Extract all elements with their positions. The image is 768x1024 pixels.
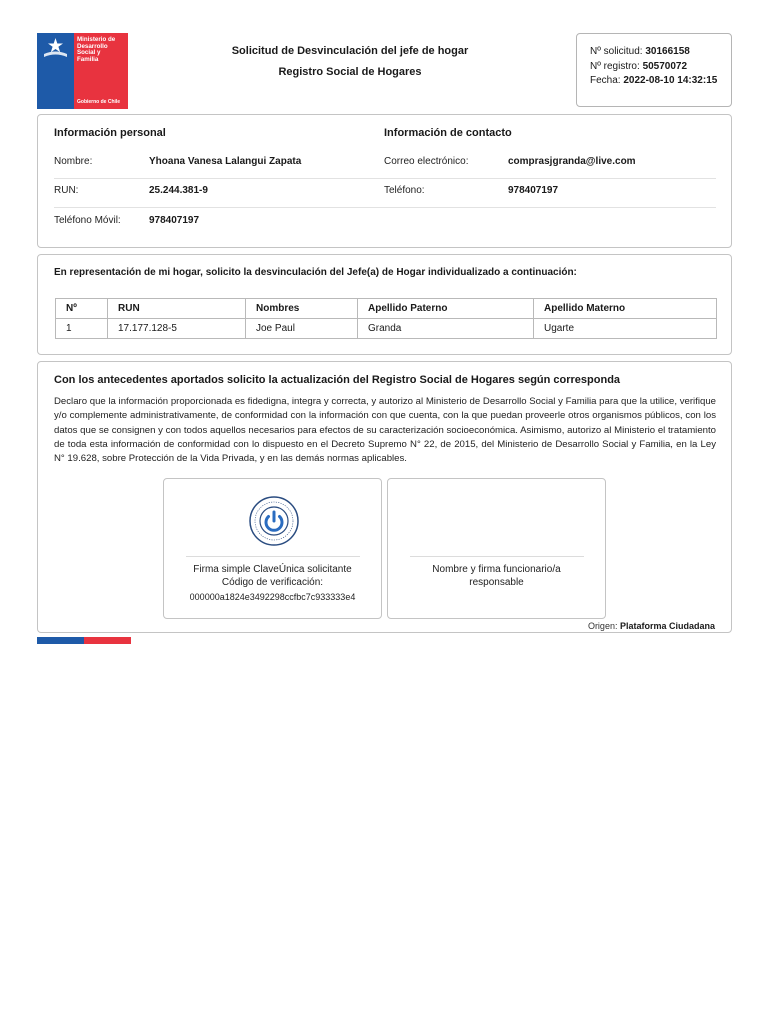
request-meta-box bbox=[576, 33, 732, 107]
footer-bar-blue bbox=[37, 637, 84, 644]
ministry-logo bbox=[37, 33, 128, 109]
row-divider bbox=[54, 207, 716, 208]
email-label: Correo electrónico: bbox=[384, 156, 469, 167]
declaration-card bbox=[37, 361, 732, 633]
document-subtitle: Registro Social de Hogares bbox=[278, 66, 422, 78]
table-header-row bbox=[56, 299, 717, 319]
official-sign-label-2: responsable bbox=[469, 577, 524, 588]
fecha-label: Fecha: bbox=[590, 75, 621, 86]
phone-value: 978407197 bbox=[508, 185, 559, 196]
col-num: Nº bbox=[56, 299, 108, 319]
fecha-value: 2022-08-10 14:32:15 bbox=[623, 75, 718, 86]
solicitud-row bbox=[590, 45, 731, 60]
registro-row bbox=[590, 60, 731, 75]
logo-line-3: Social y bbox=[77, 49, 101, 57]
logo-line-1: Ministerio de bbox=[77, 36, 116, 43]
official-sign-label-1: Nombre y firma funcionario/a bbox=[432, 564, 561, 575]
email-value: comprasjgranda@live.com bbox=[508, 156, 636, 167]
official-signature-box bbox=[387, 478, 606, 619]
solicitud-label: Nº solicitud: bbox=[590, 46, 643, 57]
logo-government-text: Gobierno de Chile bbox=[77, 99, 121, 105]
logo-line-4: Familia bbox=[77, 55, 99, 63]
nombre-label: Nombre: bbox=[54, 156, 93, 167]
claveunica-seal-icon bbox=[248, 495, 300, 547]
household-card bbox=[37, 254, 732, 355]
origin-value: Plataforma Ciudadana bbox=[619, 621, 715, 631]
fecha-row bbox=[590, 74, 731, 89]
table-row bbox=[56, 319, 717, 339]
document-title: Solicitud de Desvinculación del jefe de hogar bbox=[231, 45, 469, 57]
household-intro: En representación de mi hogar, solicito la desvinculación del Jefe(a) de Hogar individualizado a continuación: bbox=[54, 267, 577, 278]
registro-value: 50570072 bbox=[642, 60, 688, 72]
household-head-table bbox=[55, 298, 717, 339]
col-apellido-paterno: Apellido Paterno bbox=[358, 299, 534, 319]
phone-label: Teléfono: bbox=[384, 185, 425, 196]
signature-line bbox=[186, 556, 360, 557]
contact-info-heading: Información de contacto bbox=[384, 127, 512, 139]
logo-line-2: Desarrollo bbox=[77, 42, 108, 50]
movil-label: Teléfono Móvil: bbox=[54, 215, 121, 226]
row-divider bbox=[54, 178, 716, 179]
declaration-text: Declaro que la información proporcionada es fidedigna, integra y correcta, y autorizo al Ministerio de Desarrollo Social y Familia para que la utilice, verifique y/o complemente administrativamente, de conformidad con la información con que cuenta, con la que puedan proveerle otros organismos públicos, con los datos que se consignen y con todos aquellos necesarios para efectos de su caracterización socioeconómica. Asimismo, autorizo al Ministerio el tratamiento de toda esta información de conformidad con lo dispuesto en el Decreto Supremo N° 22, de 2015, del Ministerio de Desarrollo Social y Familia, en la Ley N° 19.628, sobre Protección de la Vida Privada, y en las demás normas aplicables. bbox=[54, 396, 716, 465]
personal-info-card bbox=[37, 114, 732, 248]
applicant-sign-label: Firma simple ClaveÚnica solicitante bbox=[193, 564, 352, 575]
col-apellido-materno: Apellido Materno bbox=[534, 299, 717, 319]
footer-bar-red bbox=[84, 637, 131, 644]
table-cell: Joe Paul bbox=[246, 319, 358, 339]
origin-text bbox=[588, 621, 715, 631]
solicitud-value: 30166158 bbox=[645, 46, 690, 57]
declaration-heading: Con los antecedentes aportados solicito la actualización del Registro Social de Hogares según corresponda bbox=[54, 374, 621, 386]
table-cell: Ugarte bbox=[534, 319, 717, 339]
col-nombres: Nombres bbox=[246, 299, 358, 319]
table-cell: 17.177.128-5 bbox=[108, 319, 246, 339]
table-cell: Granda bbox=[358, 319, 534, 339]
movil-value: 978407197 bbox=[149, 215, 200, 226]
col-run: RUN bbox=[108, 299, 246, 319]
personal-info-heading: Información personal bbox=[54, 127, 166, 139]
table-cell: 1 bbox=[56, 319, 108, 339]
origin-label: Origen: bbox=[587, 621, 618, 631]
signature-line bbox=[410, 556, 584, 557]
run-value: 25.244.381-9 bbox=[149, 185, 208, 196]
coat-of-arms-icon bbox=[40, 37, 71, 59]
verification-code-label: Código de verificación: bbox=[221, 577, 324, 588]
run-label: RUN: bbox=[54, 185, 79, 196]
applicant-signature-box bbox=[163, 478, 382, 619]
registro-label: Nº registro: bbox=[590, 60, 640, 72]
logo-ministry-text bbox=[77, 37, 127, 63]
nombre-value: Yhoana Vanesa Lalangui Zapata bbox=[149, 156, 302, 167]
verification-code-value: 000000a1824e3492298ccfbc7c933333e4 bbox=[189, 592, 356, 602]
